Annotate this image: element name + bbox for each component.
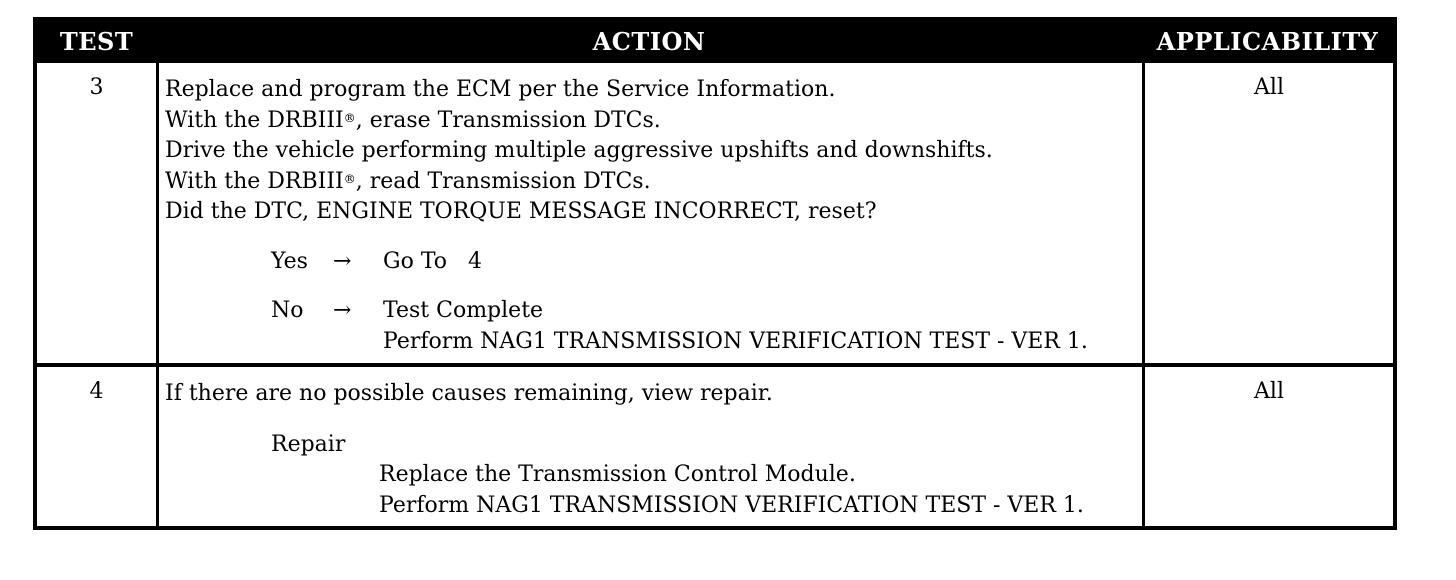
no-result-detail: Perform NAG1 TRANSMISSION VERIFICATION TEST - VER 1.	[383, 328, 1088, 354]
action-cell	[165, 75, 1135, 357]
test-number: 4	[89, 379, 104, 404]
action-line: Drive the vehicle performing multiple aggressive upshifts and downshifts.	[165, 138, 993, 163]
header-action: ACTION	[592, 27, 706, 56]
action-question: Did the DTC, ENGINE TORQUE MESSAGE INCORRECT, reset?	[165, 199, 877, 224]
header-test: TEST	[59, 27, 134, 56]
yes-answer	[165, 247, 1135, 278]
repair-line: Replace the Transmission Control Module.	[379, 462, 856, 487]
repair-label: Repair	[271, 431, 346, 457]
test-number: 3	[89, 75, 104, 100]
applicability-value: All	[1254, 379, 1284, 404]
no-label: No	[271, 298, 304, 323]
action-line: With the DRBIII®, read Transmission DTCs.	[165, 168, 651, 194]
diagnostic-test-table	[33, 17, 1397, 530]
no-answer	[165, 296, 1135, 327]
table-row	[37, 63, 1393, 365]
no-result: Test Complete	[383, 298, 544, 323]
right-arrow-icon: →	[333, 248, 352, 274]
yes-label: Yes	[271, 248, 308, 274]
yes-result: Go To 4	[383, 248, 482, 274]
action-cell	[165, 379, 1135, 521]
header-applicability: APPLICABILITY	[1156, 27, 1379, 56]
table-row	[37, 367, 1393, 530]
right-arrow-icon: →	[333, 298, 352, 323]
repair-line: Perform NAG1 TRANSMISSION VERIFICATION TEST - VER 1.	[379, 492, 1084, 518]
table-header	[37, 21, 1393, 63]
action-line: Replace and program the ECM per the Service Information.	[165, 77, 836, 102]
action-line: If there are no possible causes remaining, view repair.	[165, 381, 773, 406]
action-line: With the DRBIII®, erase Transmission DTCs.	[165, 107, 661, 133]
applicability-value: All	[1254, 75, 1284, 100]
